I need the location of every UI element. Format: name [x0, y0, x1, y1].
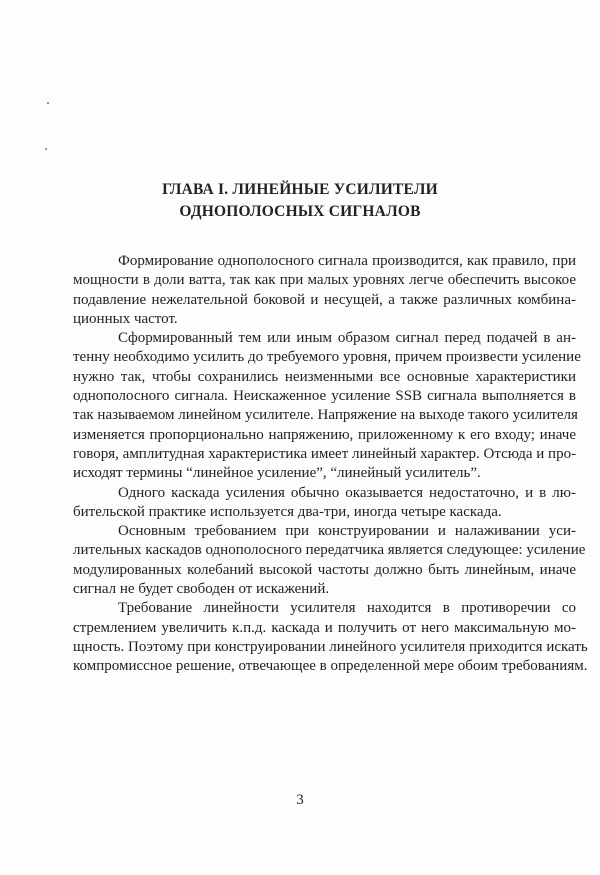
- page-number: 3: [296, 792, 304, 808]
- paragraph: [73, 252, 576, 329]
- text-line: сигнал не будет свободен от искажений.: [73, 581, 330, 598]
- text-line: Одного каскада усиления обычно оказывается недостаточно, и в лю-: [118, 484, 576, 501]
- text-line: мощности в доли ватта, так как при малых уровнях легче обеспечить высокое: [73, 272, 576, 289]
- text-line: Основным требованием при конструировании и налаживании уси-: [118, 523, 576, 540]
- text-line: бительской практике используется два-три, иногда четыре каскада.: [73, 503, 502, 520]
- paragraph: [73, 522, 586, 599]
- text-line: тенну необходимо усилить до требуемого уровня, причем произвести усиление: [73, 349, 581, 366]
- scan-speck: [45, 148, 47, 150]
- text-line: Формирование однополосного сигнала производится, как правило, при: [118, 253, 576, 269]
- text-line: лительных каскадов однополосного передатчика является следующее: усиление: [73, 542, 586, 559]
- text-line: модулированных колебаний высокой частоты должно быть линейным, иначе: [73, 561, 576, 578]
- paragraph: [73, 329, 581, 483]
- text-line: исходят термины “линейное усиление”, “линейный усилитель”.: [73, 465, 481, 482]
- text-line: Требование линейности усилителя находится в противоречии со: [118, 600, 576, 617]
- text-line: говоря, амплитудная характеристика имеет линейный характер. Отсюда и про-: [73, 445, 577, 462]
- paragraph: [73, 599, 588, 676]
- text-line: щность. Поэтому при конструировании линейного усилителя приходится искать: [73, 638, 588, 655]
- scan-speck: [47, 102, 49, 104]
- text-line: так называемом линейном усилителе. Напряжение на выходе такого усилителя: [73, 407, 578, 424]
- chapter-title-line-2: ОДНОПОЛОСНЫХ СИГНАЛОВ: [179, 203, 421, 220]
- text-line: компромиссное решение, отвечающее в определенной мере обоим требованиям.: [73, 658, 588, 675]
- text-line: стремлением увеличить к.п.д. каскада и получить от него максимальную мо-: [73, 619, 576, 636]
- text-line: Сформированный тем или иным образом сигнал перед подачей в ан-: [118, 330, 576, 347]
- body-text: [73, 252, 588, 677]
- chapter-title-line-1: ГЛАВА I. ЛИНЕЙНЫЕ УСИЛИТЕЛИ: [162, 181, 438, 198]
- text-line: ционных частот.: [73, 310, 178, 327]
- text-line: подавление нежелательной боковой и несущей, а также различных комбина-: [73, 291, 576, 308]
- paragraph: [73, 484, 576, 523]
- text-line: изменяется пропорционально напряжению, приложенному к его входу; иначе: [73, 426, 576, 443]
- text-line: нужно так, чтобы сохранились неизменными все основные характеристики: [73, 368, 576, 385]
- text-line: однополосного сигнала. Неискаженное усиление SSB сигнала выполняется в: [73, 388, 576, 405]
